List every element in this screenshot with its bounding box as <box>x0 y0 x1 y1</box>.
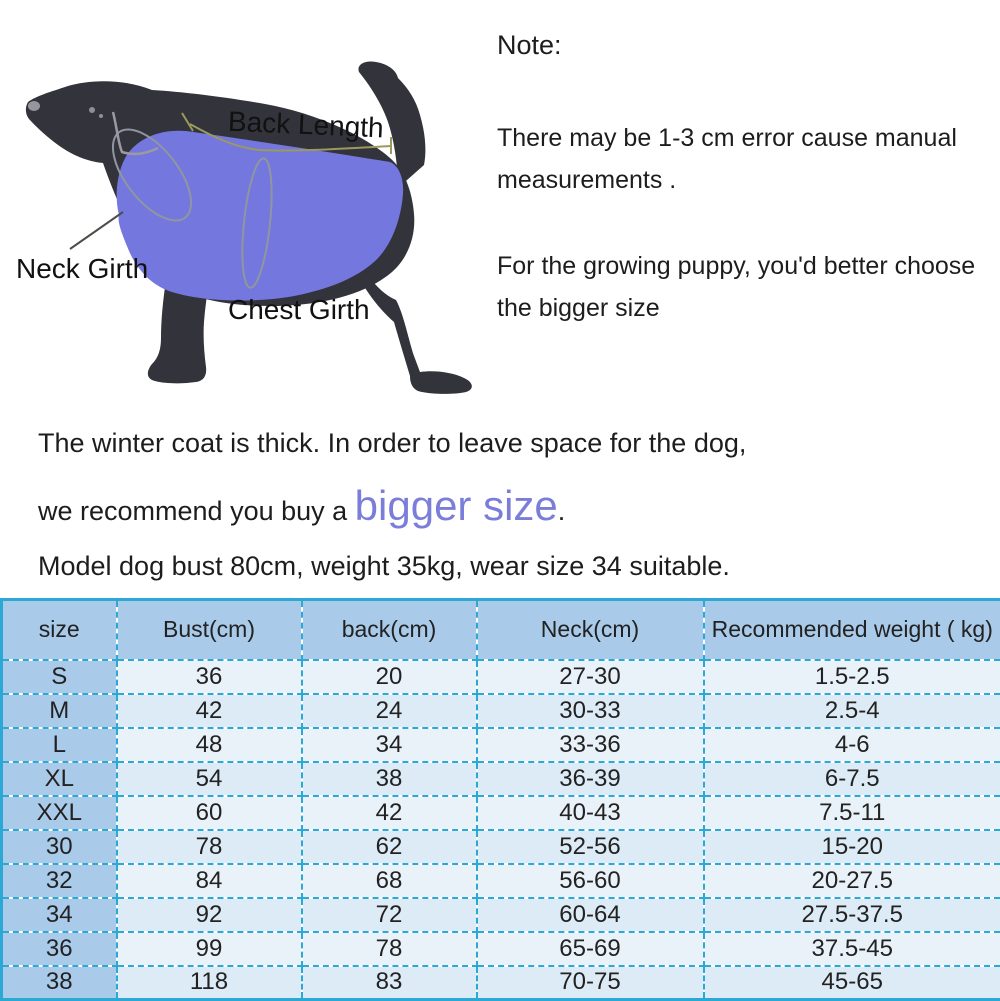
header-bust: Bust(cm) <box>117 600 302 660</box>
value-cell: 52-56 <box>477 830 704 864</box>
value-cell: 27-30 <box>477 660 704 694</box>
note-paragraph <box>497 117 992 201</box>
value-cell: 70-75 <box>477 966 704 1000</box>
value-cell: 40-43 <box>477 796 704 830</box>
table-row <box>2 966 1000 1000</box>
value-cell: 20-27.5 <box>704 864 1000 898</box>
value-cell: 6-7.5 <box>704 762 1000 796</box>
value-cell: 15-20 <box>704 830 1000 864</box>
size-cell: 30 <box>2 830 117 864</box>
chest-girth-label: Chest Girth <box>228 294 370 326</box>
value-cell: 4-6 <box>704 728 1000 762</box>
size-cell: M <box>2 694 117 728</box>
table-row <box>2 932 1000 966</box>
dog-illustration <box>0 0 500 400</box>
dog-eye <box>89 107 95 113</box>
note-title: Note: <box>497 30 992 61</box>
dog-measurement-diagram <box>0 0 500 400</box>
value-cell: 24 <box>302 694 477 728</box>
size-cell: XL <box>2 762 117 796</box>
description-line-3: Model dog bust 80cm, weight 35kg, wear size 34 suitable. <box>38 551 998 582</box>
header-back: back(cm) <box>302 600 477 660</box>
size-cell: XXL <box>2 796 117 830</box>
value-cell: 65-69 <box>477 932 704 966</box>
back-length-label: Back Length <box>227 106 384 145</box>
value-cell: 118 <box>117 966 302 1000</box>
value-cell: 2.5-4 <box>704 694 1000 728</box>
description-section <box>38 428 998 582</box>
value-cell: 99 <box>117 932 302 966</box>
value-cell: 42 <box>302 796 477 830</box>
value-cell: 7.5-11 <box>704 796 1000 830</box>
table-row <box>2 728 1000 762</box>
value-cell: 45-65 <box>704 966 1000 1000</box>
value-cell: 54 <box>117 762 302 796</box>
value-cell: 78 <box>117 830 302 864</box>
size-cell: 32 <box>2 864 117 898</box>
table-row <box>2 796 1000 830</box>
header-row <box>2 600 1000 660</box>
table-row <box>2 898 1000 932</box>
value-cell: 1.5-2.5 <box>704 660 1000 694</box>
value-cell: 56-60 <box>477 864 704 898</box>
size-table-header <box>2 600 1000 660</box>
header-weight: Recommended weight ( kg) <box>704 600 1000 660</box>
value-cell: 36-39 <box>477 762 704 796</box>
value-cell: 38 <box>302 762 477 796</box>
value-cell: 20 <box>302 660 477 694</box>
description-line-2-suffix: . <box>558 496 566 526</box>
value-cell: 30-33 <box>477 694 704 728</box>
note-line: measurements . <box>497 159 992 201</box>
neck-girth-pointer <box>70 212 123 249</box>
neck-girth-label: Neck Girth <box>16 253 148 285</box>
value-cell: 42 <box>117 694 302 728</box>
table-row <box>2 660 1000 694</box>
value-cell: 62 <box>302 830 477 864</box>
size-cell: L <box>2 728 117 762</box>
size-cell: 38 <box>2 966 117 1000</box>
table-row <box>2 864 1000 898</box>
header-size: size <box>2 600 117 660</box>
header-neck: Neck(cm) <box>477 600 704 660</box>
note-line: the bigger size <box>497 287 992 329</box>
dog-nose-highlight <box>28 101 40 111</box>
bigger-size-highlight: bigger size <box>355 482 558 529</box>
dog-eye-spot <box>99 114 103 118</box>
size-cell: 34 <box>2 898 117 932</box>
size-table <box>0 598 1000 1001</box>
table-row <box>2 830 1000 864</box>
size-cell: S <box>2 660 117 694</box>
size-cell: 36 <box>2 932 117 966</box>
value-cell: 92 <box>117 898 302 932</box>
value-cell: 84 <box>117 864 302 898</box>
value-cell: 72 <box>302 898 477 932</box>
value-cell: 60 <box>117 796 302 830</box>
value-cell: 68 <box>302 864 477 898</box>
value-cell: 34 <box>302 728 477 762</box>
table-row <box>2 762 1000 796</box>
size-table-body <box>2 660 1000 1000</box>
value-cell: 83 <box>302 966 477 1000</box>
description-line-1: The winter coat is thick. In order to leave space for the dog, <box>38 428 998 459</box>
value-cell: 36 <box>117 660 302 694</box>
value-cell: 60-64 <box>477 898 704 932</box>
description-line-2 <box>38 485 998 527</box>
size-table-section <box>0 598 1000 1000</box>
value-cell: 33-36 <box>477 728 704 762</box>
note-paragraph <box>497 245 992 329</box>
value-cell: 27.5-37.5 <box>704 898 1000 932</box>
value-cell: 78 <box>302 932 477 966</box>
value-cell: 48 <box>117 728 302 762</box>
note-line: There may be 1-3 cm error cause manual <box>497 117 992 159</box>
description-line-2-prefix: we recommend you buy a <box>38 496 355 526</box>
table-row <box>2 694 1000 728</box>
note-line: For the growing puppy, you'd better choose <box>497 245 992 287</box>
note-section <box>497 30 992 329</box>
value-cell: 37.5-45 <box>704 932 1000 966</box>
